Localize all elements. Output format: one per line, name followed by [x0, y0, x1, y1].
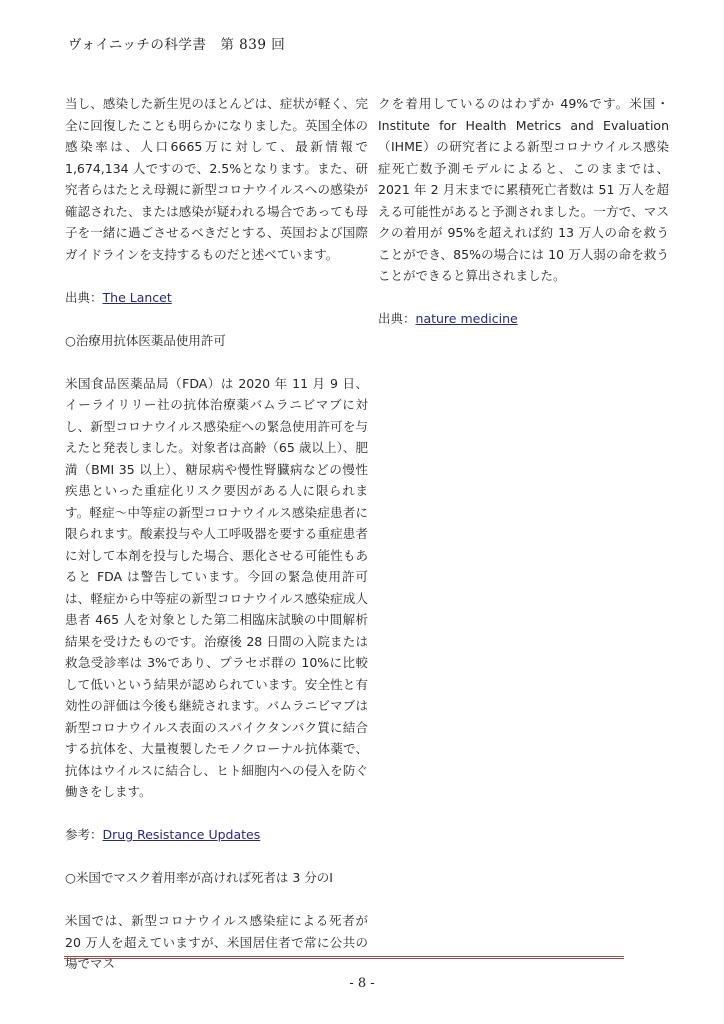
- source-label: 出典：: [378, 311, 416, 326]
- paragraph-mask-continued-ihme: クを着用しているのはわずか 49%です。米国・Institute for Health Metrics and Evaluation（IHME）の研究者による新型コロナウイルス感染症死亡数予測モデルによると、このままでは、2021 年 2 月末までに累積死亡者数は 51 万人を超える可能性があると予測されました。一方で、マスクの着用が 95%を超えれば約 13 万人の命を救うことができ、85%の場合には 10 万人弱の命を救うことができると算出されました。: [378, 96, 669, 283]
- reference-line-dru: [65, 824, 368, 846]
- paragraph-us-mask-deaths: 米国では、新型コロナウイルス感染症による死者が 20 万人を超えていますが、米国居住者で常に公共の場でマス: [65, 913, 368, 971]
- reference-label: 参考：: [65, 827, 103, 842]
- right-column: [378, 93, 669, 996]
- source-line-lancet: [65, 287, 368, 309]
- paragraph-newborn-infection: 当し、感染した新生児のほとんどは、症状が軽く、完全に回復したことも明らかになりました。英国全体の感染率は、人口6665万に対して、最新情報で 1,674,134 人ですので、2.5%となります。また、研究者らはたとえ母親に新型コロナウイルスへの感染が確認された、または感染が疑われる場合であっても母子を一緒に過ごさせるべきだとする、英国および国際ガイドラインを支持するものだと述べています。: [65, 96, 368, 262]
- page-number: - 8 -: [349, 976, 375, 991]
- source-label: 出典：: [65, 289, 103, 305]
- drug-resistance-updates-link[interactable]: Drug Resistance Updates: [102, 827, 261, 842]
- two-column-body: [65, 93, 669, 996]
- lancet-link[interactable]: The Lancet: [102, 289, 172, 305]
- section-heading-mask-usage: ○米国でマスク着用率が高ければ死者は 3 分のⅠ: [65, 870, 333, 885]
- left-column: [65, 93, 368, 996]
- nature-medicine-link[interactable]: nature medicine: [415, 311, 518, 326]
- document-header-title: ヴォイニッチの科学書 第 839 回: [68, 37, 286, 53]
- paragraph-fda-bamlanivimab: 米国食品医薬品局（FDA）は 2020 年 11 月 9 日、イーライリリー社の抗体治療薬バムラニビマブに対し、新型コロナウイルス感染症への緊急使用許可を与えたと発表しました。対象者は高齢（65 歳以上）、肥満（BMI 35 以上）、糖尿病や慢性腎臓病などの慢性疾患といった重症化リスク要因がある人に限られます。軽症～中等症の新型コロナウイルス感染症患者に限られます。酸素投与や人工呼吸器を要する重症患者に対して本剤を投与した場合、悪化させる可能性もあると FDA は警告しています。今回の緊急使用許可は、軽症から中等症の新型コロナウイルス感染症成人患者 465 人を対象とした第二相臨床試験の中間解析結果を受けたものです。治療後 28 日間の入院または救急受診率は 3%であり、プラセボ群の 10%に比較して低いという結果が認められています。安全性と有効性の評価は今後も継続されます。バムラニビマブは新型コロナウイルス表面のスパイクタンパク質に結合する抗体を、大量複製したモノクローナル抗体薬で、抗体はウイルスに結合し、ヒト細胞内への侵入を防ぐ働きをします。: [65, 375, 368, 799]
- section-heading-antibody-approval: ○治療用抗体医薬品使用許可: [65, 332, 226, 348]
- footer-divider-line: [64, 956, 624, 959]
- source-line-nature: [378, 308, 669, 330]
